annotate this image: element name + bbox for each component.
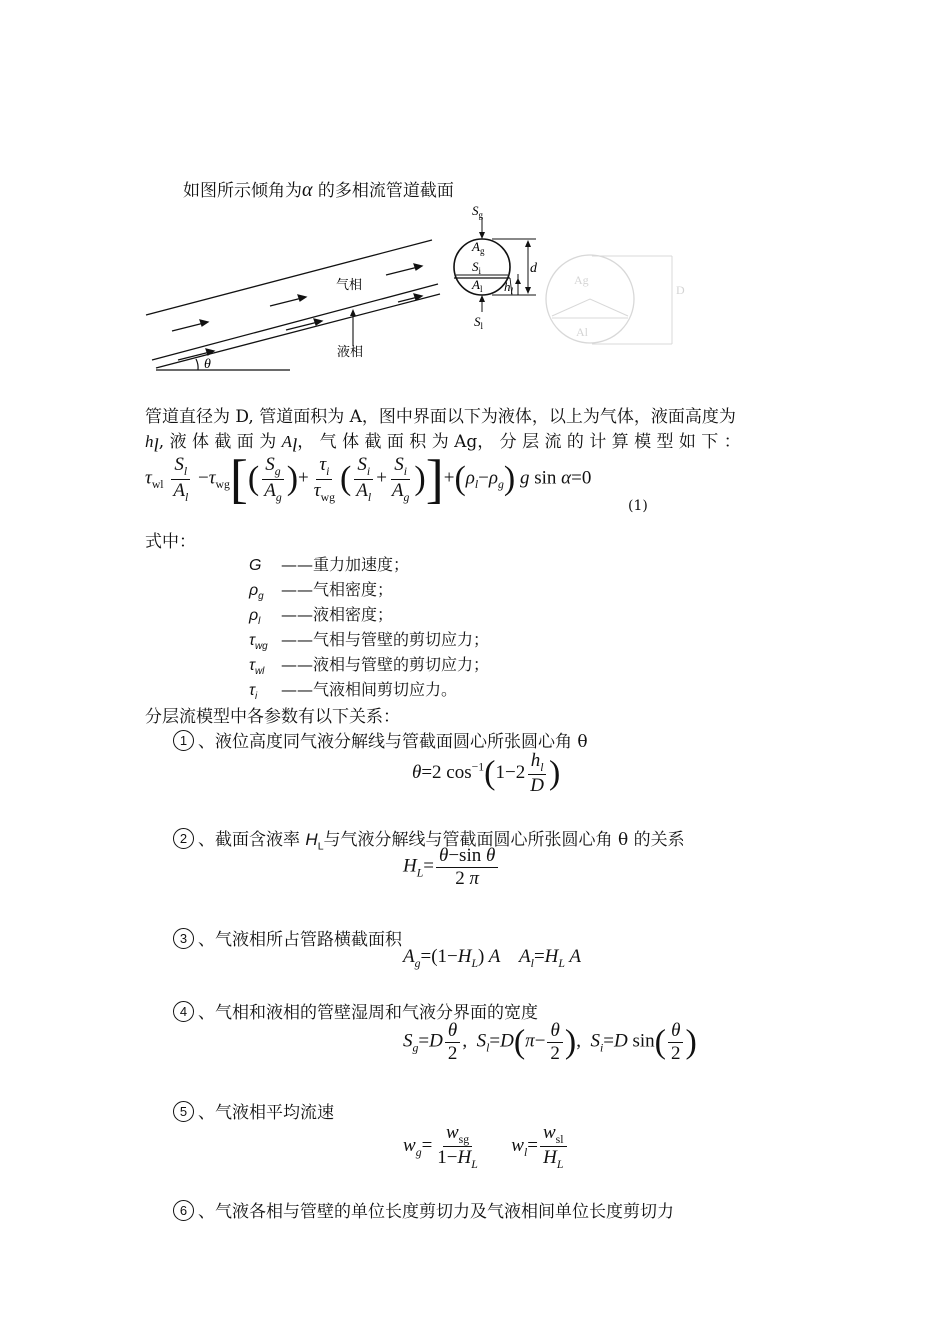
symbol-row: [249, 652, 489, 677]
equation-1: $\tau_{wl}$ $\frac{S_l}{A_l}$ $-\tau_{wg}$[( $\frac{S_g}{A_g}$ )+ $\frac{\tau_i}{\tau_{wg}}$ ( $\frac{S_i}{A_l}$ + $\frac{S_i}{A_g}$ )]$+(\rho_l-\rho_g)$ g sin α=0: [145, 449, 592, 509]
pipe-interface-line: [152, 284, 438, 360]
equation-theta: θ=2 $\cos^{-1}(1-2$ $\frac{h_l}{D}$ ): [412, 750, 561, 797]
symbol-row: [249, 577, 393, 602]
symbol-desc: ——气液相间剪切应力。: [281, 680, 458, 699]
item-text: 、气液相平均流速: [198, 1103, 334, 1123]
hl-symbol: h: [145, 432, 154, 451]
circled-number: 5: [173, 1101, 194, 1122]
symbol-sub: i: [254, 691, 258, 703]
symbol-desc: ——液相与管壁的剪切应力；: [281, 655, 490, 674]
symbol-desc: ——气相密度；: [281, 580, 394, 599]
svg-text:hl: $h_l$: [504, 279, 514, 296]
symbol-row: [249, 602, 393, 627]
al-sub: l: [292, 435, 298, 457]
symbol-desc: ——重力加速度；: [281, 555, 410, 574]
svg-text:Ag: $A_g$: [472, 239, 485, 256]
equation-velocities: $w_g=$ $\frac{w_{sg}}{1-H_L}$ $w_l=$ $\frac{w_{sl}}{H_L}$: [403, 1122, 569, 1172]
faded-diagram: [546, 255, 685, 344]
caption-text: 如图所示倾角为: [183, 181, 302, 201]
svg-text:Al: $A_l$: [472, 277, 483, 294]
symbol-desc: ——液相密度；: [281, 605, 394, 624]
theta-label: θ: [204, 357, 211, 372]
liquid-phase-label: 液相: [337, 344, 364, 359]
symbol: G: [249, 557, 262, 574]
al-symbol: A: [281, 432, 292, 451]
hl-sub: l: [153, 435, 159, 457]
item-text-end: 与气液分解线与管截面圆心所张圆心角 θ 的关系: [323, 830, 685, 850]
item-text: 、气液相所占管路横截面积: [198, 930, 402, 950]
equation-1-number: (1): [628, 498, 648, 514]
symbol: τ: [249, 657, 255, 674]
item-1: [173, 727, 588, 752]
equation-areas: $A_g=(1-H_L)$ A $A_l=H_L$ A: [403, 946, 581, 970]
symbol-sub: g: [258, 591, 264, 603]
where-label: 式中：: [145, 532, 196, 552]
svg-text:D: D: [676, 283, 685, 297]
symbol: ρ: [249, 607, 259, 624]
svg-text:Al: Al: [576, 325, 588, 339]
caption-end-text: 的多相流管道截面: [312, 181, 454, 201]
item-text: 、气液各相与管壁的单位长度剪切力及气液相间单位长度剪切力: [198, 1202, 674, 1222]
symbol: τ: [249, 632, 255, 649]
circled-number: 6: [173, 1200, 194, 1221]
item-text: 、截面含液率: [198, 830, 306, 850]
item-text: 、液位高度同气液分解线与管截面圆心所张圆心角 θ: [198, 732, 588, 752]
relations-label: 分层流模型中各参数有以下关系：: [145, 707, 400, 727]
item-text: 、气相和液相的管壁湿周和气液分界面的宽度: [198, 1003, 538, 1023]
circled-number: 2: [173, 828, 194, 849]
item-6: [173, 1197, 674, 1222]
symbol-sub: wg: [254, 641, 268, 653]
symbol-row: [249, 677, 457, 702]
symbol-row: [249, 552, 409, 577]
equation-perimeters: $S_g=D$ $\frac{\theta}{2}$ , $S_l=D(\pi-$ $\frac{\theta}{2}$ ), $S_i=D$ sin( $\frac{\theta}{2}$ ): [403, 1020, 697, 1064]
pipe-figure: [140, 198, 700, 378]
symbol: ρ: [249, 582, 259, 599]
flow-arrows: [172, 264, 422, 360]
symbol-row: [249, 627, 489, 652]
circled-number: 3: [173, 928, 194, 949]
hl-holdup-sub: L: [317, 840, 324, 853]
svg-text:Si: $S_i$: [472, 259, 482, 276]
para-text-b: , 液 体 截 面 为: [158, 432, 282, 452]
circled-number: 1: [173, 730, 194, 751]
gas-phase-label: 气相: [336, 277, 363, 292]
svg-text:Ag: Ag: [574, 273, 589, 287]
svg-text:Sg: $S_g$: [472, 203, 483, 220]
equation-holdup: $H_L=$ $\frac{\text{θ−sin θ}}{2 \pi}$: [403, 845, 500, 890]
item-5: [173, 1098, 334, 1123]
symbol: τ: [249, 682, 255, 699]
para-text-d: ， 气 体 截 面 积 为 Ag， 分 层 流 的 计 算 模 型 如 下 ：: [297, 432, 741, 452]
item-3: [173, 925, 402, 950]
symbol-desc: ——气相与管壁的剪切应力；: [281, 630, 490, 649]
svg-text:Sl: $S_l$: [474, 314, 484, 331]
symbol-sub: wl: [254, 666, 265, 678]
pipe-top-wall: [146, 240, 432, 315]
alpha-symbol: α: [302, 179, 313, 201]
symbol-sub: l: [258, 616, 261, 628]
pipe-bottom-wall: [156, 294, 440, 368]
circled-number: 4: [173, 1001, 194, 1022]
diameter-label: d: [530, 261, 537, 276]
paragraph-line-1: 管道直径为 D, 管道面积为 A，图中界面以下为液体，以上为气体，液面高度为: [145, 407, 736, 427]
hl-holdup-symbol: H: [305, 830, 318, 849]
angle-arc: [196, 359, 198, 370]
